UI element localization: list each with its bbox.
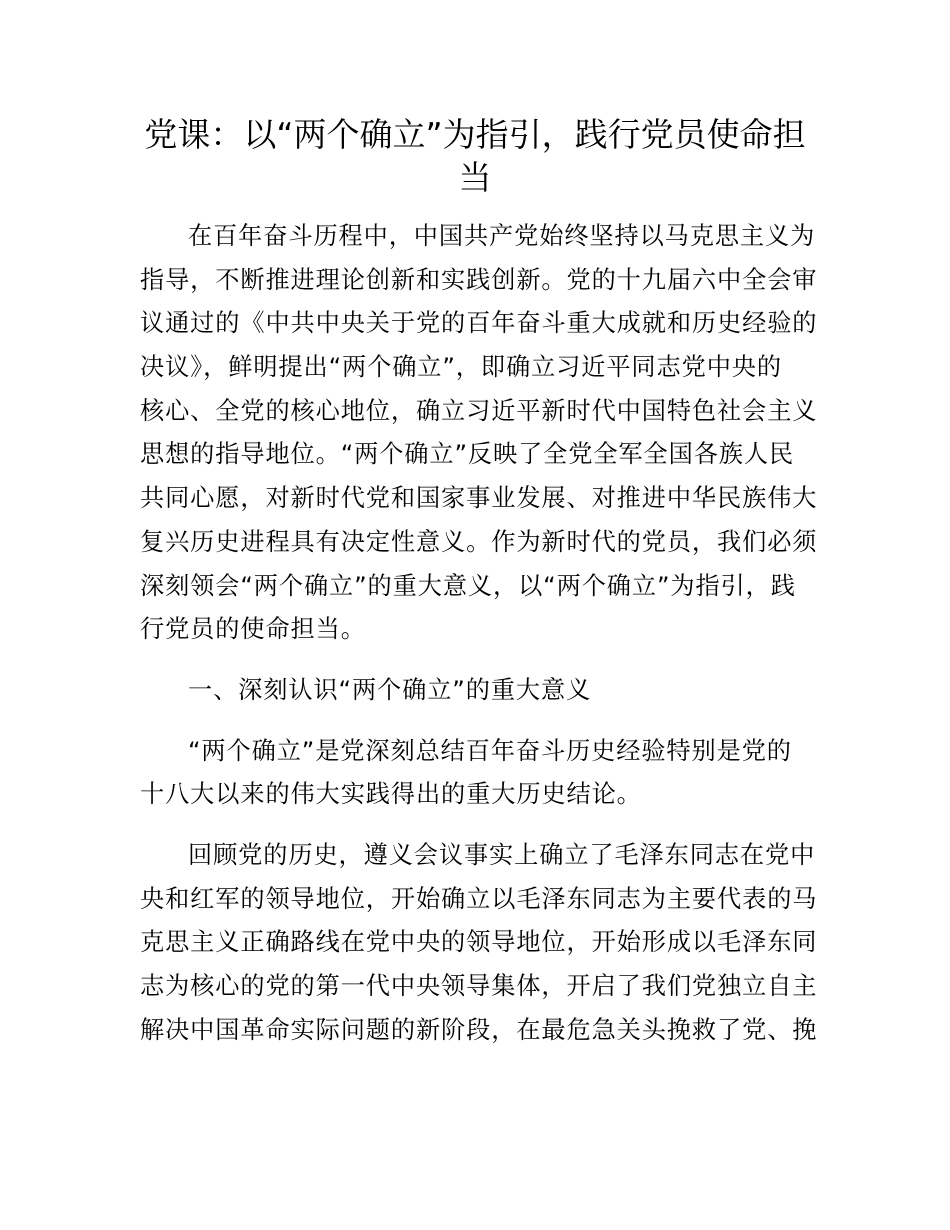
text-line: 志为核心的党的第一代中央领导集体，开启了我们党独立自主 [140,972,818,1000]
text-line: 十八大以来的伟大实践得出的重大历史结论。 [140,780,642,809]
paragraph-history [140,834,818,1052]
paragraph-spacing [140,713,812,730]
title-line: 当 [458,158,492,197]
heading-line: 一、深刻认识“两个确立”的重大意义 [188,675,592,704]
text-line: 决议》，鲜明提出“两个确立”，即确立习近平同志党中央的 [140,353,782,382]
title-line: 党课：以“两个确立”为指引，践行党员使命担 [144,115,806,154]
paragraph-spacing [140,652,812,669]
text-line: 深刻领会“两个确立”的重大意义，以“两个确立”为指引，践 [140,571,796,600]
text-line: 回顾党的历史，遵义会议事实上确立了毛泽东同志在党中 [188,840,816,869]
text-line: 行党员的使命担当。 [140,615,366,644]
text-line: 核心、全党的核心地位，确立习近平新时代中国特色社会主义 [140,396,818,425]
paragraph-conclusion [140,730,812,817]
document-title [140,113,810,199]
text-line: 央和红军的领导地位，开始确立以毛泽东同志为主要代表的马 [140,884,818,913]
text-line: 指导，不断推进理论创新和实践创新。党的十九届六中全会审 [140,265,818,294]
paragraph-spacing [140,817,812,834]
section-heading [140,669,812,713]
text-line: 议通过的《中共中央关于党的百年奋斗重大成就和历史经验的 [140,309,818,338]
paragraph-intro [140,215,818,652]
text-line: 在百年奋斗历程中，中国共产党始终坚持以马克思主义为 [188,222,816,250]
text-line: 共同心愿，对新时代党和国家事业发展、对推进中华民族伟大 [140,484,818,513]
text-line: 思想的指导地位。“两个确立”反映了全党全军全国各族人民 [140,440,795,469]
document-body [140,215,818,1052]
text-line: 解决中国革命实际问题的新阶段，在最危急关头挽救了党、挽 [140,1015,818,1044]
text-line: “两个确立”是党深刻总结百年奋斗历史经验特别是党的 [188,736,792,765]
text-line: 复兴历史进程具有决定性意义。作为新时代的党员，我们必须 [140,527,818,556]
text-line: 克思主义正确路线在党中央的领导地位，开始形成以毛泽东同 [140,928,818,957]
